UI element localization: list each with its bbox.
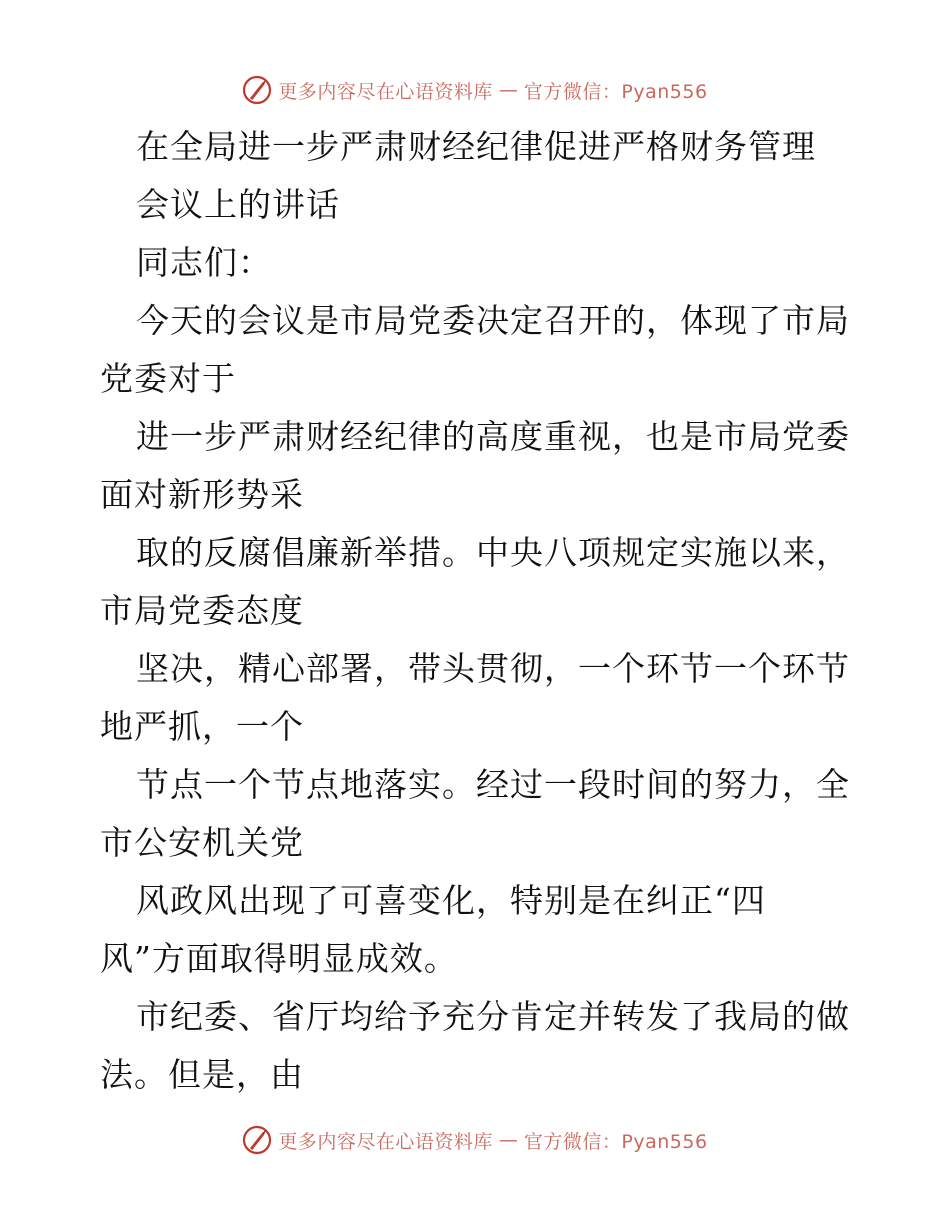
text-line: 坚决，精心部署，带头贯彻，一个环节一个环节 — [136, 649, 850, 688]
text-line: 党委对于 — [100, 359, 236, 398]
text-line: 进一步严肃财经纪律的高度重视，也是市局党委 — [136, 417, 850, 456]
watermark-contact: 官方微信：Pyan556 — [523, 1130, 708, 1153]
document-body — [100, 118, 860, 1104]
text-line: 市纪委、省厅均给予充分肯定并转发了我局的做 — [136, 997, 850, 1036]
watermark-contact: 官方微信：Pyan556 — [523, 80, 708, 103]
text-line: 会议上的讲话 — [136, 185, 340, 224]
text-line: 今天的会议是市局党委决定召开的，体现了市局 — [136, 301, 850, 340]
watermark-text: 更多内容尽在心语资料库 — [278, 1130, 493, 1153]
watermark-dash: — — [498, 79, 518, 101]
watermark-header — [0, 72, 950, 108]
text-line: 面对新形势采 — [100, 475, 304, 514]
text-line: 法。但是，由 — [100, 1055, 304, 1094]
watermark-footer — [0, 1122, 950, 1158]
text-line: 节点一个节点地落实。经过一段时间的努力，全 — [136, 765, 850, 804]
text-line: 取的反腐倡廉新举措。中央八项规定实施以来， — [136, 533, 850, 572]
text-line: 市公安机关党 — [100, 823, 304, 862]
text-line: 风”方面取得明显成效。 — [100, 939, 458, 978]
watermark-dash: — — [498, 1129, 518, 1151]
text-line: 同志们： — [136, 243, 272, 282]
text-line: 市局党委态度 — [100, 591, 304, 630]
quill-logo-icon — [242, 75, 272, 105]
text-line: 在全局进一步严肃财经纪律促进严格财务管理 — [136, 127, 816, 166]
watermark-text: 更多内容尽在心语资料库 — [278, 80, 493, 103]
text-line: 风政风出现了可喜变化，特别是在纠正“四 — [136, 881, 766, 920]
text-line: 地严抓，一个 — [100, 707, 304, 746]
quill-logo-icon — [242, 1125, 272, 1155]
